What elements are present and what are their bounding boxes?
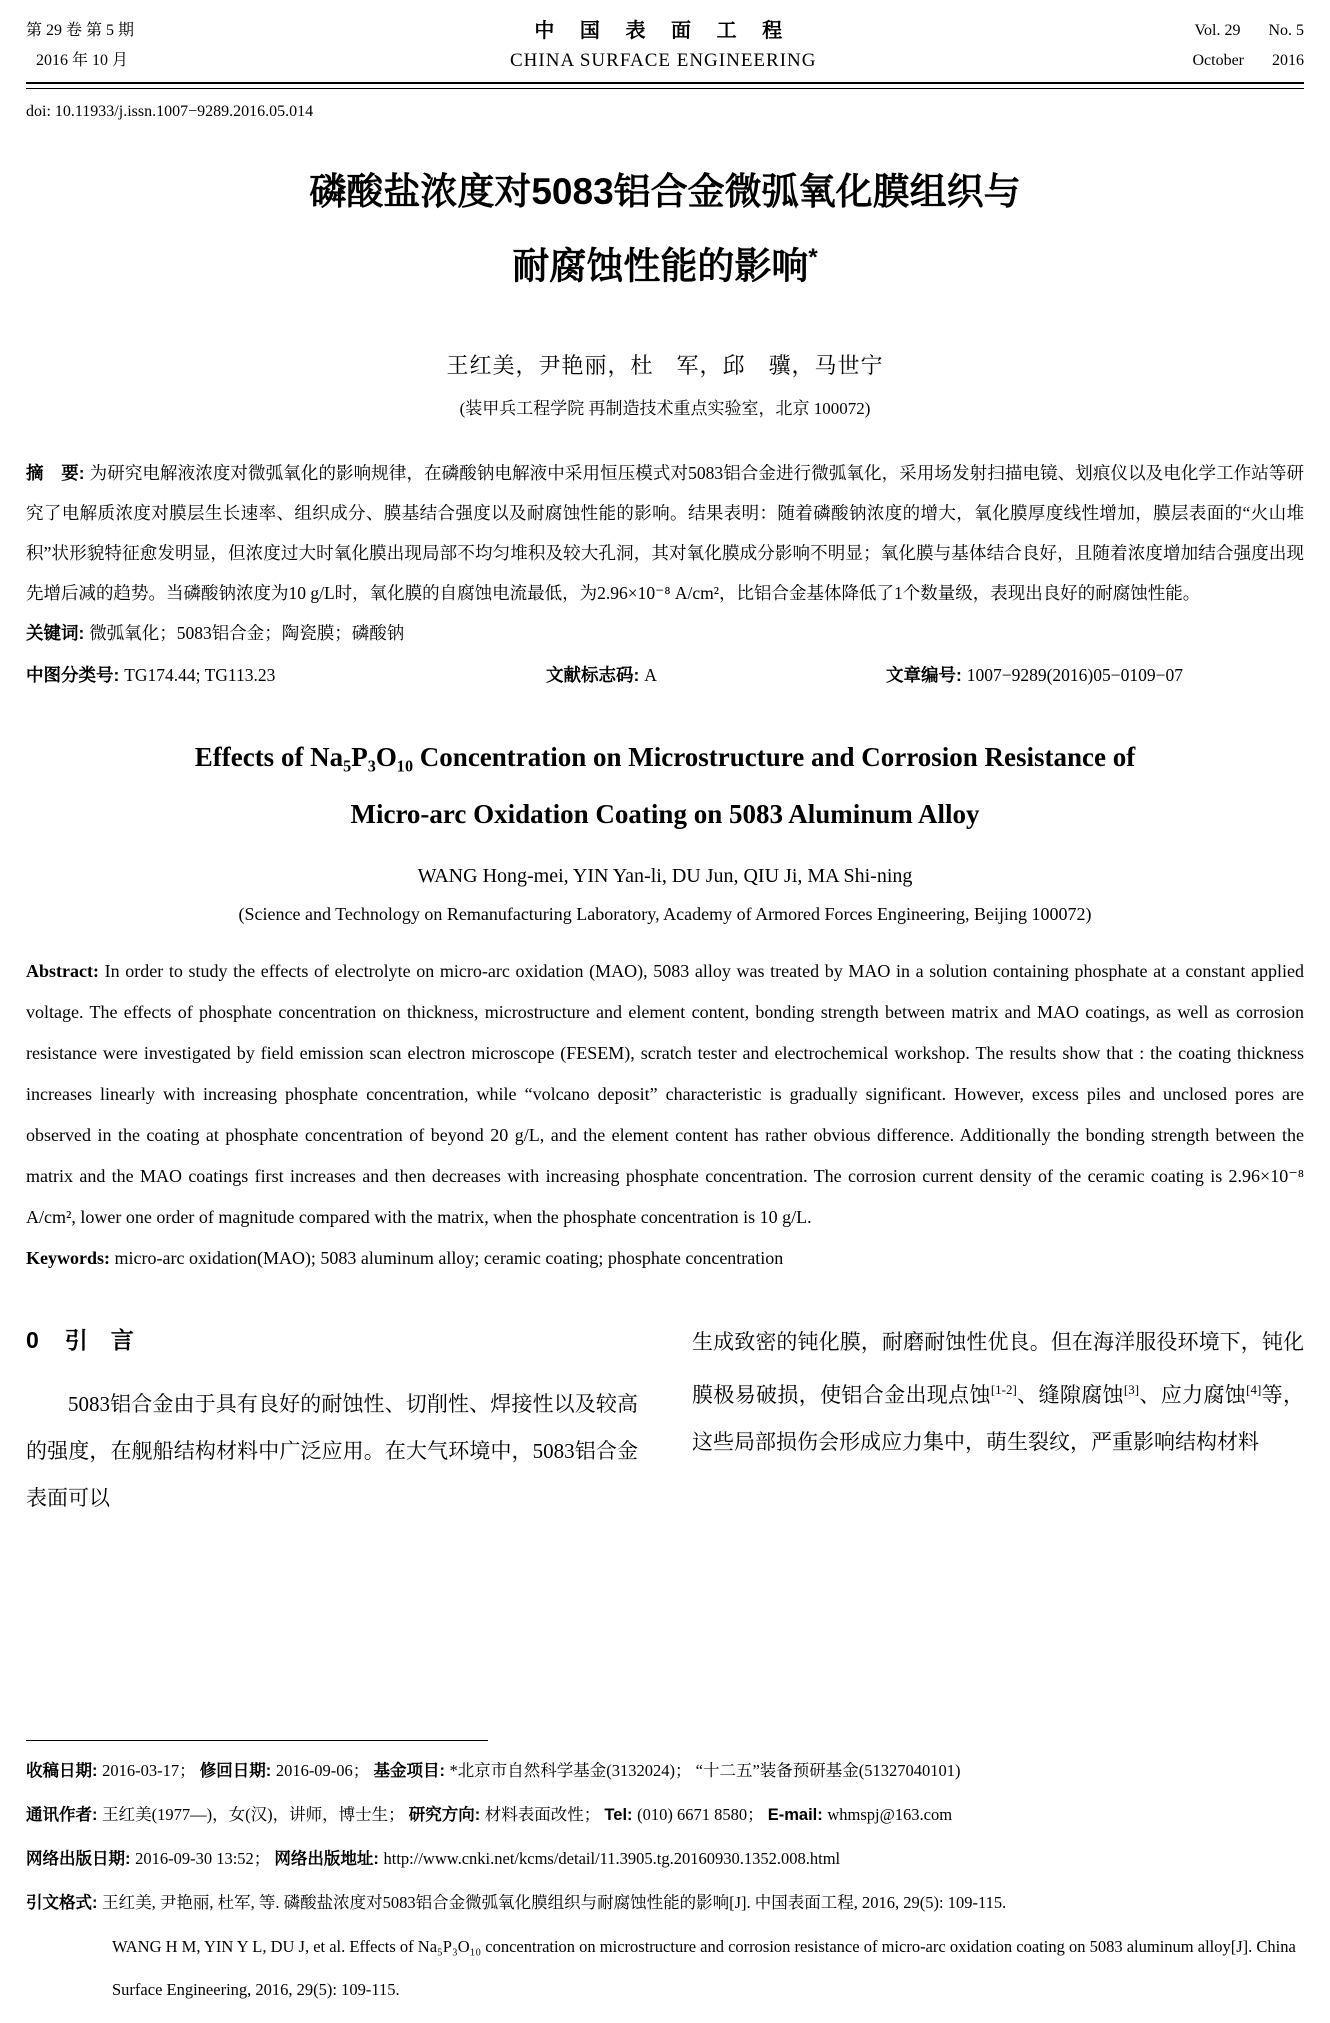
header-double-rule (26, 82, 1304, 89)
section-0-title: 引 言 (64, 1327, 134, 1354)
section-0-heading (26, 1325, 638, 1355)
issue-info (26, 16, 134, 76)
paper-title-cn (26, 159, 1304, 299)
intro-paragraph-right: 生成致密的钝化膜，耐磨耐蚀性优良。但在海洋服役环境下，钝化膜极易破损，使铝合金出现点蚀[1-2]、缝隙腐蚀[3]、应力腐蚀[4]等，这些局部损伤会形成应力集中，萌生裂纹，严重影响结构材料 (692, 1330, 1305, 1455)
intro-paragraph-left: 5083铝合金由于具有良好的耐蚀性、切削性、焊接性以及较高的强度，在舰船结构材料中广泛应用。在大气环境中，5083铝合金表面可以 (26, 1392, 638, 1511)
document-code-label: 文献标志码: (546, 665, 645, 686)
received-date-line: 收稿日期: 2016-03-17； 修回日期: 2016-09-06； 基金项目: *北京市自然科学基金(3132024)； “十二五”装备预研基金(51327040101) (26, 1761, 961, 1780)
document-code-value: A (644, 665, 657, 686)
paper-title-cn-line2: 耐腐蚀性能的影响* (512, 244, 818, 287)
issue-date-line: 2016 年 10 月 (36, 52, 129, 69)
abstract-cn-label: 摘 要: (26, 463, 90, 484)
right-column (692, 1319, 1304, 1522)
clc-value: TG174.44; TG113.23 (124, 665, 276, 686)
journal-header (26, 16, 1304, 76)
doi-line: doi: 10.11933/j.issn.1007−9289.2016.05.014 (26, 103, 314, 120)
paper-title-en-line2: Micro-arc Oxidation Coating on 5083 Aluminum Alloy (350, 799, 980, 830)
keywords-cn-body: 微弧氧化；5083铝合金；陶瓷膜；磷酸钠 (89, 623, 405, 644)
journal-title-block (510, 16, 816, 76)
abstract-en-body: In order to study the effects of electrolyte on micro-arc oxidation (MAO), 5083 alloy was treated by MAO in a solution containing phosphate at a constant applied voltage. The effects of phosphate concentration on thickness, microstructure and element content, bonding strength between matrix and MAO coatings, as well as corrosion resistance were investigated by field emission scan electron microscope (FESEM), scratch tester and electrochemical workshop. The results show that : the coating thickness increases linearly with increasing phosphate concentration, while “volcano deposit” characteristic is gradually significant. However, excess piles and unclosed pores are observed in the coating at phosphate concentration of beyond 20 g/L, and the element content has rather obvious difference. Additionally the bonding strength between the matrix and the MAO coatings first increases and then decreases with increasing phosphate concentration. The corrosion current density of the ceramic coating is 2.96×10⁻⁸ A/cm², lower one order of magnitude compared with the matrix, when the phosphate concentration is 10 g/L. (26, 961, 1304, 1228)
abstract-cn (26, 453, 1304, 613)
abstract-en-label: Abstract: (26, 961, 105, 982)
paper-title-en (26, 729, 1304, 843)
authors-cn: 王红美，尹艳丽，杜 军，邱 骥，马世宁 (446, 353, 884, 379)
section-0-number: 0 (26, 1327, 39, 1354)
citation-line-cn: 引文格式: 王红美, 尹艳丽, 杜军, 等. 磷酸盐浓度对5083铝合金微弧氧化膜组织与耐腐蚀性能的影响[J]. 中国表面工程, 2016, 29(5): 109-115. (26, 1893, 1007, 1912)
footnote-rule (26, 1740, 488, 1741)
article-id (886, 655, 1183, 695)
volume-label: Vol. 29 (1194, 22, 1241, 39)
journal-title-en: CHINA SURFACE ENGINEERING (510, 50, 817, 71)
keywords-cn (26, 613, 1304, 653)
keywords-en (26, 1238, 1304, 1279)
abstract-cn-body: 为研究电解液浓度对微弧氧化的影响规律，在磷酸钠电解液中采用恒压模式对5083铝合金进行微弧氧化，采用场发射扫描电镜、划痕仪以及电化学工作站等研究了电解质浓度对膜层生长速率、组织成分、膜基结合强度以及耐腐蚀性能的影响。结果表明：随着磷酸钠浓度的增大，氧化膜厚度线性增加，膜层表面的“火山堆积”状形貌特征愈发明显，但浓度过大时氧化膜出现局部不均匀堆积及较大孔洞，其对氧化膜成分影响不明显；氧化膜与基体结合良好，且随着浓度增加结合强度出现先增后减的趋势。当磷酸钠浓度为10 g/L时，氧化膜的自腐蚀电流最低，为2.96×10⁻⁸ A/cm²，比铝合金基体降低了1个数量级，表现出良好的耐腐蚀性能。 (26, 463, 1304, 604)
volume-info (1192, 16, 1304, 76)
corresponding-author-line: 通讯作者: 王红美(1977—)，女(汉)，讲师，博士生； 研究方向: 材料表面改性； Tel: (010) 6671 8580； E-mail: whmspj@163.com (26, 1805, 953, 1824)
paper-title-cn-line1: 磷酸盐浓度对5083铝合金微弧氧化膜组织与 (309, 171, 1021, 212)
online-publication-line: 网络出版日期: 2016-09-30 13:52； 网络出版地址: http://www.cnki.net/kcms/detail/11.3905.tg.20160930.1352.008.html (26, 1849, 841, 1868)
footnote-block (26, 1740, 1304, 2011)
issue-volume-line: 第 29 卷 第 5 期 (26, 22, 135, 39)
clc-number (26, 655, 546, 695)
clc-label: 中图分类号: (26, 665, 125, 686)
year-label: 2016 (1272, 52, 1304, 69)
left-column (26, 1319, 638, 1522)
authors-en: WANG Hong-mei, YIN Yan-li, DU Jun, QIU Ji, MA Shi-ning (417, 865, 913, 888)
article-id-label: 文章编号: (886, 665, 967, 686)
number-label: No. 5 (1268, 22, 1304, 39)
body-columns (26, 1319, 1304, 1522)
keywords-en-body: micro-arc oxidation(MAO); 5083 aluminum alloy; ceramic coating; phosphate concentration (114, 1248, 784, 1269)
month-label: October (1192, 52, 1244, 69)
classification-row (26, 655, 1304, 695)
article-id-value: 1007−9289(2016)05−0109−07 (966, 665, 1183, 686)
document-code (546, 655, 886, 695)
affiliation-cn: (装甲兵工程学院 再制造技术重点实验室，北京 100072) (459, 399, 871, 419)
keywords-en-label: Keywords: (26, 1248, 115, 1269)
title-footnote-star: * (808, 244, 818, 271)
citation-line-en: WANG H M, YIN Y L, DU J, et al. Effects of Na₅P₃O₁₀ concentration on microstructure and corrosion resistance of micro-arc oxidation coating on 5083 aluminum alloy[J]. China Surface Engineering, 2016, 29(5): 109-115. (112, 1937, 1296, 1999)
paper-title-en-line1: Effects of Na₅P₃O₁₀ Concentration on Microstructure and Corrosion Resistance of (194, 742, 1136, 773)
affiliation-en: (Science and Technology on Remanufacturing Laboratory, Academy of Armored Forces Engineering, Beijing 100072) (238, 904, 1092, 925)
keywords-cn-label: 关键词: (26, 623, 90, 644)
abstract-en (26, 951, 1304, 1238)
journal-title-cn: 中 国 表 面 工 程 (534, 20, 793, 42)
